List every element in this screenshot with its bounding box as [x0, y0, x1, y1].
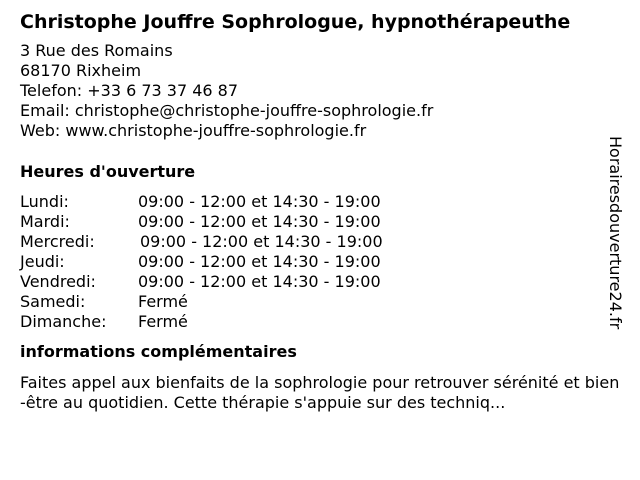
email-line: Email: christophe@christophe-jouffre-sophrologie.fr: [20, 101, 434, 120]
day-hours: 09:00 - 12:00 et 14:30 - 19:00: [138, 212, 381, 231]
hours-heading: Heures d'ouverture: [20, 162, 196, 181]
hours-row-mardi: [20, 212, 610, 232]
contact-block: [20, 41, 610, 141]
opening-hours-table: [20, 192, 610, 332]
day-label: Samedi:: [20, 292, 86, 311]
web-line: Web: www.christophe-jouffre-sophrologie.fr: [20, 121, 367, 140]
day-hours: 09:00 - 12:00 et 14:30 - 19:00: [138, 192, 381, 211]
day-label: Lundi:: [20, 192, 69, 211]
day-label: Jeudi:: [20, 252, 65, 271]
phone-line: Telefon: +33 6 73 37 46 87: [20, 81, 239, 100]
hours-row-jeudi: [20, 252, 610, 272]
day-hours: Fermé: [138, 312, 188, 331]
hours-row-dimanche: [20, 312, 610, 332]
day-label: Mercredi:: [20, 232, 95, 251]
day-hours: Fermé: [138, 292, 188, 311]
business-name: Christophe Jouffre Sophrologue, hypnothérapeuthe: [20, 11, 571, 33]
hours-row-samedi: [20, 292, 610, 312]
street-address: 3 Rue des Romains: [20, 41, 173, 60]
day-label: Dimanche:: [20, 312, 107, 331]
hours-row-vendredi: [20, 272, 610, 292]
city-postcode: 68170 Rixheim: [20, 61, 142, 80]
day-label: Vendredi:: [20, 272, 96, 291]
day-hours: 09:00 - 12:00 et 14:30 - 19:00: [138, 272, 381, 291]
day-hours: 09:00 - 12:00 et 14:30 - 19:00: [140, 232, 383, 251]
day-label: Mardi:: [20, 212, 70, 231]
hours-row-mercredi: [20, 232, 610, 252]
hours-row-lundi: [20, 192, 610, 212]
day-hours: 09:00 - 12:00 et 14:30 - 19:00: [138, 252, 381, 271]
info-heading: informations complémentaires: [20, 342, 297, 361]
info-description: Faites appel aux bienfaits de la sophrologie pour retrouver sérénité et bien-être au quotidien. Cette thérapie s'appuie sur des techniq...: [20, 373, 620, 412]
watermark-text: Horairesdouverture24.fr: [606, 136, 625, 330]
